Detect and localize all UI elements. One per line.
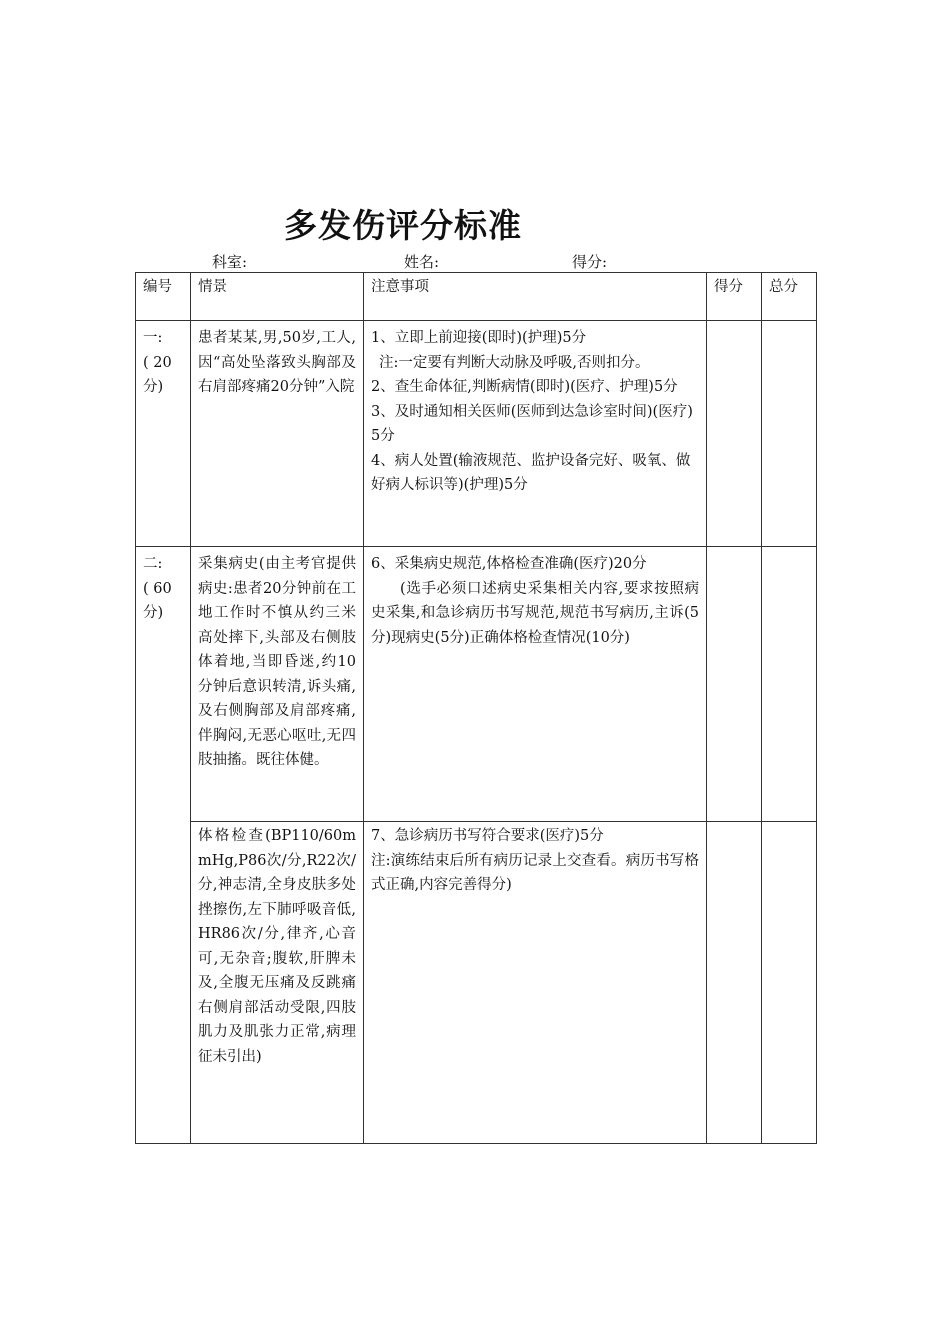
- section-1-number-a: 一:: [143, 330, 163, 346]
- header-notes: 注意事项: [364, 273, 707, 321]
- note-2: 2、查生命体征,判断病情(即时)(医疗、护理)5分: [371, 379, 678, 395]
- page-title: 多发伤评分标准: [284, 206, 522, 245]
- section-2-exam-scenario: 体格检查(BP110/60mmHg,P86次/分,R22次/分,神志清,全身皮肤多处挫擦伤,左下肺呼吸音低,HR86次/分,律齐,心音可,无杂音;腹软,肝脾未及,全腹无压痛及反跳痛右侧肩部活动受限,四肢肌力及肌张力正常,病理征未引出): [191, 822, 364, 1144]
- note-4: 4、病人处置(输液规范、监护设备完好、吸氧、做好病人标识等)(护理)5分: [371, 452, 691, 493]
- section-1-number: [136, 321, 191, 547]
- section-2-number: [136, 547, 191, 1144]
- section-2-history-score-cell[interactable]: [707, 547, 762, 822]
- note-1-remark: 注:一定要有判断大动脉及呼吸,否则扣分。: [379, 354, 650, 371]
- header-scenario: 情景: [191, 273, 364, 321]
- section-1-scenario: 患者某某,男,50岁,工人,因“高处坠落致头胸部及右肩部疼痛20分钟”入院: [191, 321, 364, 547]
- note-1: 1、立即上前迎接(即时)(护理)5分: [371, 330, 587, 346]
- table-row-section-2-exam: [136, 822, 817, 1144]
- section-2-history-notes: [364, 547, 707, 822]
- table-header-row: [136, 273, 817, 321]
- note-6-detail: (选手必须口述病史采集相关内容,要求按照病史采集,和急诊病历书写规范,规范书写病历,主诉(5分)现病史(5分)正确体格检查情况(10分): [371, 580, 699, 646]
- note-7-remark: 注:演练结束后所有病历记录上交查看。病历书写格式正确,内容完善得分): [371, 852, 699, 893]
- scoring-table: [135, 272, 817, 1144]
- header-num: 编号: [136, 273, 191, 321]
- table-row-section-1: [136, 321, 817, 547]
- header-total: 总分: [762, 273, 817, 321]
- section-2-exam-score-cell[interactable]: [707, 822, 762, 1144]
- note-3: 3、及时通知相关医师(医师到达急诊室时间)(医疗)5分: [371, 403, 693, 444]
- section-2-history-scenario: 采集病史(由主考官提供病史:患者20分钟前在工地工作时不慎从约三米高处摔下,头部及右侧肢体着地,当即昏迷,约10分钟后意识转清,诉头痛,及右侧胸部及肩部疼痛,伴胸闷,无恶心呕吐,无四肢抽搐。既往体健。: [191, 547, 364, 822]
- department-label: 科室:: [212, 253, 248, 271]
- section-1-score-cell[interactable]: [707, 321, 762, 547]
- section-2-number-c: 分): [143, 605, 164, 621]
- section-1-number-b: ( 20: [143, 354, 172, 371]
- section-2-history-total-cell[interactable]: [762, 547, 817, 822]
- header-score: 得分: [707, 273, 762, 321]
- section-2-number-b: ( 60: [143, 580, 172, 597]
- note-7: 7、急诊病历书写符合要求(医疗)5分: [371, 828, 604, 844]
- section-2-number-a: 二:: [143, 556, 163, 572]
- section-2-exam-total-cell[interactable]: [762, 822, 817, 1144]
- score-label: 得分:: [572, 253, 608, 271]
- note-6: 6、采集病史规范,体格检查准确(医疗)20分: [371, 556, 647, 572]
- section-1-notes: [364, 321, 707, 547]
- section-1-total-cell[interactable]: [762, 321, 817, 547]
- section-2-exam-notes: [364, 822, 707, 1144]
- name-label: 姓名:: [404, 253, 440, 271]
- section-1-number-c: 分): [143, 379, 164, 395]
- table-row-section-2-history: [136, 547, 817, 822]
